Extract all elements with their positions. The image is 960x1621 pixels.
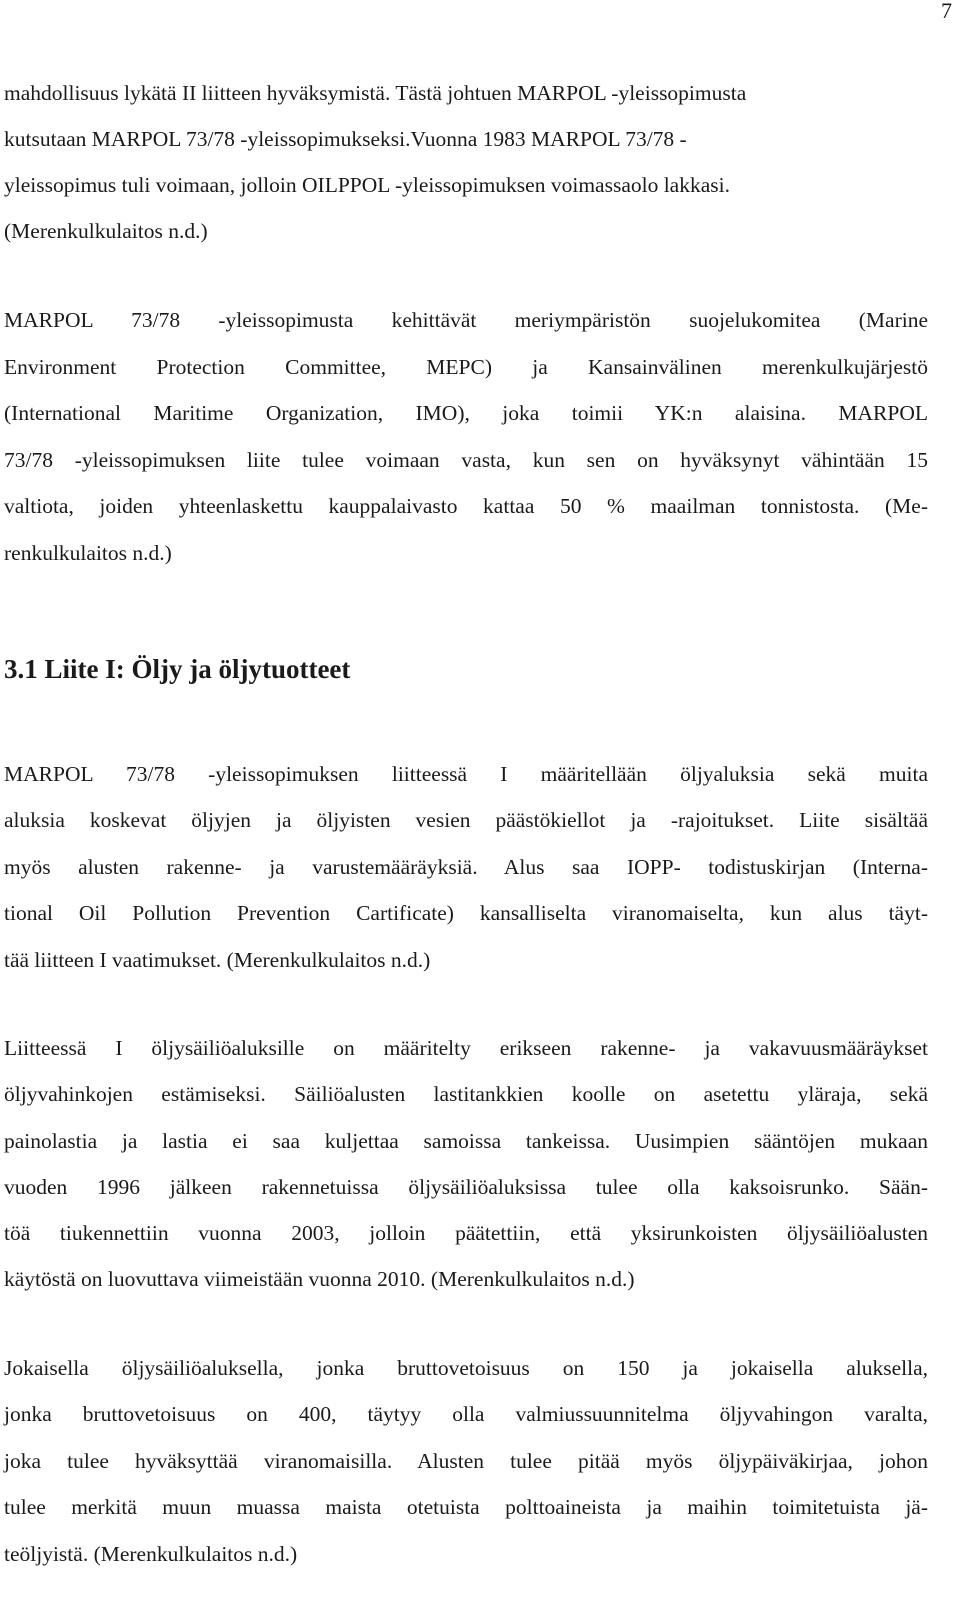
text-line: painolastia ja lastia ei saa kuljettaa samoissa tankeissa. Uusimpien sääntöjen mukaan xyxy=(4,1128,928,1153)
text-line: mahdollisuus lykätä II liitteen hyväksymistä. Tästä johtuen MARPOL -yleissopimusta xyxy=(4,81,747,105)
page-number: 7 xyxy=(941,0,952,23)
text-line: (Merenkulkulaitos n.d.) xyxy=(4,219,208,243)
text-line: aluksia koskevat öljyjen ja öljyisten vesien päästökiellot ja -rajoitukset. Liite sisältää xyxy=(4,808,928,833)
text-line: tulee merkitä muun muassa maista otetuista polttoaineista ja maihin toimitetuista jä- xyxy=(4,1495,928,1520)
text-line: jonka bruttovetoisuus on 400, täytyy olla valmiussuunnitelma öljyvahingon varalta, xyxy=(4,1402,928,1427)
text-line: öljyvahinkojen estämiseksi. Säiliöalusten lastitankkien koolle on asetettu yläraja, sekä xyxy=(4,1082,928,1107)
text-line: valtiota, joiden yhteenlaskettu kauppalaivasto kattaa 50 % maailman tonnistosta. (Me- xyxy=(4,494,928,518)
text-line: 73/78 -yleissopimuksen liite tulee voimaan vasta, kun sen on hyväksynyt vähintään 15 xyxy=(4,447,928,472)
paragraph-oil-record-book xyxy=(4,1345,928,1577)
text-line: Liitteessä I öljysäiliöaluksille on määritelty erikseen rakenne- ja vakavuusmääräykset xyxy=(4,1036,928,1060)
text-line: (International Maritime Organization, IMO), joka toimii YK:n alaisina. MARPOL xyxy=(4,401,928,425)
text-line: tää liitteen I vaatimukset. (Merenkulkulaitos n.d.) xyxy=(4,947,431,972)
text-line: teöljyistä. (Merenkulkulaitos n.d.) xyxy=(4,1541,298,1566)
text-line: tional Oil Pollution Prevention Cartificate) kansalliselta viranomaiselta, kun alus täyt- xyxy=(4,901,928,926)
paragraph-tanker-rules xyxy=(4,1025,928,1303)
text-line: joka tulee hyväksyttää viranomaisilla. Alusten tulee pitää myös öljypäiväkirjaa, johon xyxy=(4,1448,928,1473)
paragraph-marpol-committee xyxy=(4,297,928,576)
text-line: vuoden 1996 jälkeen rakennetuissa öljysäiliöaluksissa tulee olla kaksoisrunko. Sään- xyxy=(4,1174,928,1199)
text-line: MARPOL 73/78 -yleissopimusta kehittävät meriympäristön suojelukomitea (Marine xyxy=(4,308,928,332)
text-line: MARPOL 73/78 -yleissopimuksen liitteessä I määritellään öljyaluksia sekä muita xyxy=(4,762,928,786)
text-line: yleissopimus tuli voimaan, jolloin OILPPOL -yleissopimuksen voimassaolo lakkasi. xyxy=(4,173,730,197)
text-line: myös alusten rakenne- ja varustemääräyksiä. Alus saa IOPP- todistuskirjan (Interna- xyxy=(4,854,928,879)
section-heading: 3.1 Liite I: Öljy ja öljytuotteet xyxy=(4,654,351,684)
text-line: renkulkulaitos n.d.) xyxy=(4,540,172,565)
text-line: käytöstä on luovuttava viimeistään vuonna 2010. (Merenkulkulaitos n.d.) xyxy=(4,1267,635,1292)
text-line: töä tiukennettiin vuonna 2003, jolloin päätettiin, että yksirunkoisten öljysäiliöalusten xyxy=(4,1221,928,1246)
text-line: Environment Protection Committee, MEPC) ja Kansainvälinen merenkulkujärjestö xyxy=(4,354,928,379)
text-line: kutsutaan MARPOL 73/78 -yleissopimukseksi.Vuonna 1983 MARPOL 73/78 - xyxy=(4,127,687,151)
paragraph-annex-one xyxy=(4,751,928,983)
text-line: Jokaisella öljysäiliöaluksella, jonka bruttovetoisuus on 150 ja jokaisella aluksella, xyxy=(4,1356,928,1380)
paragraph-marpol-history xyxy=(4,70,928,254)
